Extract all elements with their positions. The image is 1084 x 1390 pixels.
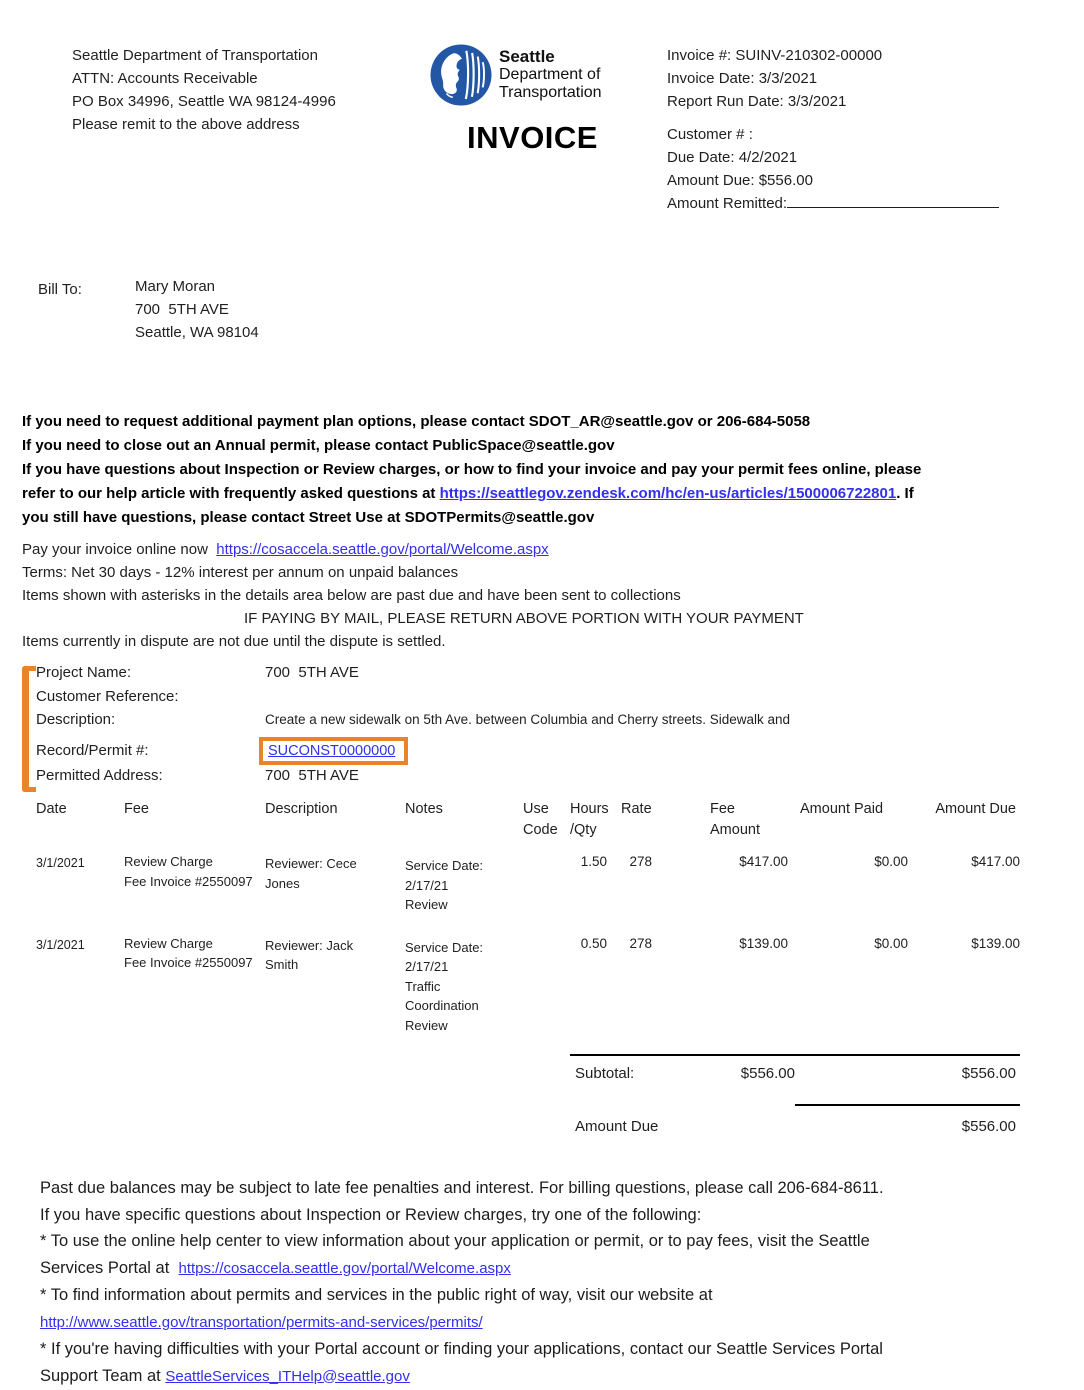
permits-website-link[interactable]: http://www.seattle.gov/transportation/permits-and-services/permits/: [40, 1314, 483, 1331]
remit-line: ATTN: Accounts Receivable: [72, 67, 402, 90]
remit-address-block: [72, 44, 402, 215]
permitted-address-value: 700 5TH AVE: [265, 767, 359, 784]
col-header-use-code: Use Code: [523, 799, 570, 841]
notice-line-1: If you need to request additional payment plan options, please contact SDOT_AR@seattle.gov or 206-684-5058: [22, 410, 1062, 434]
report-run-date: Report Run Date: 3/3/2021: [667, 90, 1007, 113]
remit-line: PO Box 34996, Seattle WA 98124-4996: [72, 90, 402, 113]
row-hours: 0.50: [570, 934, 612, 1036]
description-label: Description:: [36, 711, 265, 728]
bill-to-section: [0, 275, 1084, 344]
subtotal-label: Subtotal:: [575, 1065, 645, 1082]
footer-line-5: * To find information about permits and services in the public right of way, visit our website at: [40, 1282, 1045, 1309]
footer-notes: [40, 1175, 1045, 1390]
row-amount-due: $139.00: [908, 934, 1020, 1036]
fee-table: [36, 799, 1020, 1035]
notice-line-4: [22, 482, 1062, 506]
notice-line-4-suffix: . If: [896, 485, 914, 502]
col-header-description: Description: [265, 799, 405, 841]
col-header-fee: Fee: [124, 799, 265, 841]
pay-online-line: [22, 538, 1084, 561]
record-permit-label: Record/Permit #:: [36, 742, 265, 759]
row-description: Reviewer: Cece Jones: [265, 852, 405, 915]
bill-to-label: Bill To:: [38, 275, 135, 344]
row-fee: Review Charge Fee Invoice #2550097: [124, 852, 265, 915]
services-portal-link[interactable]: https://cosaccela.seattle.gov/portal/Welcome.aspx: [178, 1260, 510, 1277]
notice-line-2: If you need to close out an Annual permit, please contact PublicSpace@seattle.gov: [22, 434, 1062, 458]
asterisks-line: Items shown with asterisks in the details area below are past due and have been sent to collections: [22, 584, 1084, 607]
footer-line-1: Past due balances may be subject to late fee penalties and interest. For billing questions, please call 206-684-8611.: [40, 1175, 1045, 1202]
dispute-line: Items currently in dispute are not due until the dispute is settled.: [22, 630, 1084, 653]
amount-due-label: Amount Due: [575, 1118, 795, 1135]
row-rate: 278: [612, 852, 662, 915]
sdot-logo-wordmark: [499, 44, 602, 102]
row-notes: Service Date: 2/17/21 Traffic Coordination Review: [405, 934, 523, 1036]
amount-due-divider: [795, 1104, 1020, 1106]
customer-reference-label: Customer Reference:: [36, 688, 265, 705]
terms-line: Terms: Net 30 days - 12% interest per annum on unpaid balances: [22, 561, 1084, 584]
amount-due-value: $556.00: [795, 1118, 1016, 1135]
notice-line-5: you still have questions, please contact Street Use at SDOTPermits@seattle.gov: [22, 506, 1062, 530]
col-header-amount-paid: Amount Paid: [790, 799, 908, 841]
bill-to-address2: Seattle, WA 98104: [135, 321, 259, 344]
fee-table-header: [36, 799, 1020, 841]
bill-to-address-block: [135, 275, 259, 344]
remit-line: Please remit to the above address: [72, 113, 402, 136]
footer-line-4-prefix: Services Portal at: [40, 1259, 178, 1277]
row-amount-paid: $0.00: [790, 852, 908, 915]
col-header-date: Date: [36, 799, 124, 841]
row-fee-amount: $417.00: [662, 852, 790, 915]
amount-remitted-line: [667, 192, 1007, 215]
row-fee: Review Charge Fee Invoice #2550097: [124, 934, 265, 1036]
notice-line-3: If you have questions about Inspection or Review charges, or how to find your invoice and pay your permit fees online, please: [22, 458, 1062, 482]
pay-online-link[interactable]: https://cosaccela.seattle.gov/portal/Welcome.aspx: [216, 541, 548, 558]
bill-to-name: Mary Moran: [135, 275, 259, 298]
subtotal-row: [0, 1065, 1084, 1082]
project-name-label: Project Name:: [36, 664, 265, 681]
mail-payment-notice: IF PAYING BY MAIL, PLEASE RETURN ABOVE PORTION WITH YOUR PAYMENT: [22, 607, 1084, 630]
col-header-rate: Rate: [612, 799, 662, 841]
subtotal-fee-amount: $556.00: [645, 1065, 795, 1082]
col-header-amount-due: Amount Due: [908, 799, 1020, 841]
row-hours: 1.50: [570, 852, 612, 915]
col-header-notes: Notes: [405, 799, 523, 841]
invoice-number: Invoice #: SUINV-210302-00000: [667, 44, 1007, 67]
footer-line-6: [40, 1309, 1045, 1337]
notice-line-4-prefix: refer to our help article with frequently asked questions at: [22, 485, 440, 502]
footer-line-8: [40, 1363, 1045, 1390]
payment-notice-block: [22, 410, 1062, 530]
logo-word-seattle: Seattle: [499, 48, 602, 66]
remit-line: Seattle Department of Transportation: [72, 44, 402, 67]
logo-word-transportation: Transportation: [499, 84, 602, 102]
bill-to-address1: 700 5TH AVE: [135, 298, 259, 321]
permitted-address-label: Permitted Address:: [36, 767, 265, 784]
amount-due-summary: Amount Due: $556.00: [667, 169, 1007, 192]
invoice-title: INVOICE: [430, 120, 635, 156]
invoice-header: [0, 0, 1084, 215]
footer-line-7: * If you're having difficulties with your Portal account or finding your applications, contact our Seattle Services Portal: [40, 1336, 1045, 1363]
amount-remitted-label: Amount Remitted:: [667, 195, 787, 212]
invoice-meta-block: [667, 44, 1007, 215]
row-amount-due: $417.00: [908, 852, 1020, 915]
row-fee-amount: $139.00: [662, 934, 790, 1036]
due-date: Due Date: 4/2/2021: [667, 146, 1007, 169]
invoice-date: Invoice Date: 3/3/2021: [667, 67, 1007, 90]
project-info-section: [0, 664, 1084, 790]
amount-due-row: [0, 1118, 1084, 1135]
description-value: Create a new sidewalk on 5th Ave. between Columbia and Cherry streets. Sidewalk and: [265, 712, 790, 727]
sdot-logo-block: [430, 44, 635, 215]
fee-table-row: [36, 852, 1020, 915]
row-date: 3/1/2021: [36, 852, 124, 915]
zendesk-help-link[interactable]: https://seattlegov.zendesk.com/hc/en-us/articles/1500006722801: [440, 485, 897, 502]
footer-line-3: * To use the online help center to view information about your application or permit, or to pay fees, visit the Seattle: [40, 1228, 1045, 1255]
row-amount-paid: $0.00: [790, 934, 908, 1036]
fee-table-row: [36, 934, 1020, 1036]
invoice-info-block: [22, 538, 1084, 653]
row-description: Reviewer: Jack Smith: [265, 934, 405, 1036]
support-email-link[interactable]: SeattleServices_ITHelp@seattle.gov: [165, 1368, 410, 1385]
footer-line-8-prefix: Support Team at: [40, 1367, 165, 1385]
row-rate: 278: [612, 934, 662, 1036]
col-header-hours-qty: Hours /Qty: [570, 799, 612, 841]
subtotal-amount-due: $556.00: [795, 1065, 1016, 1082]
seattle-city-seal-icon: [430, 44, 492, 106]
footer-line-2: If you have specific questions about Inspection or Review charges, try one of the following:: [40, 1202, 1045, 1229]
row-use-code: [523, 934, 570, 1036]
row-notes: Service Date: 2/17/21 Review: [405, 852, 523, 915]
row-date: 3/1/2021: [36, 934, 124, 1036]
row-use-code: [523, 852, 570, 915]
customer-number: Customer # :: [667, 123, 1007, 146]
subtotal-divider: [570, 1054, 1020, 1056]
logo-word-department: Department of: [499, 66, 602, 84]
footer-line-4: [40, 1255, 1045, 1283]
pay-online-prefix: Pay your invoice online now: [22, 541, 216, 558]
amount-remitted-blank: [787, 193, 999, 208]
annotation-orange-box: [259, 737, 408, 765]
record-permit-link[interactable]: SUCONST0000000: [268, 743, 395, 759]
project-name-value: 700 5TH AVE: [265, 664, 359, 681]
col-header-fee-amount: Fee Amount: [662, 799, 790, 841]
annotation-orange-bracket: [22, 666, 36, 792]
